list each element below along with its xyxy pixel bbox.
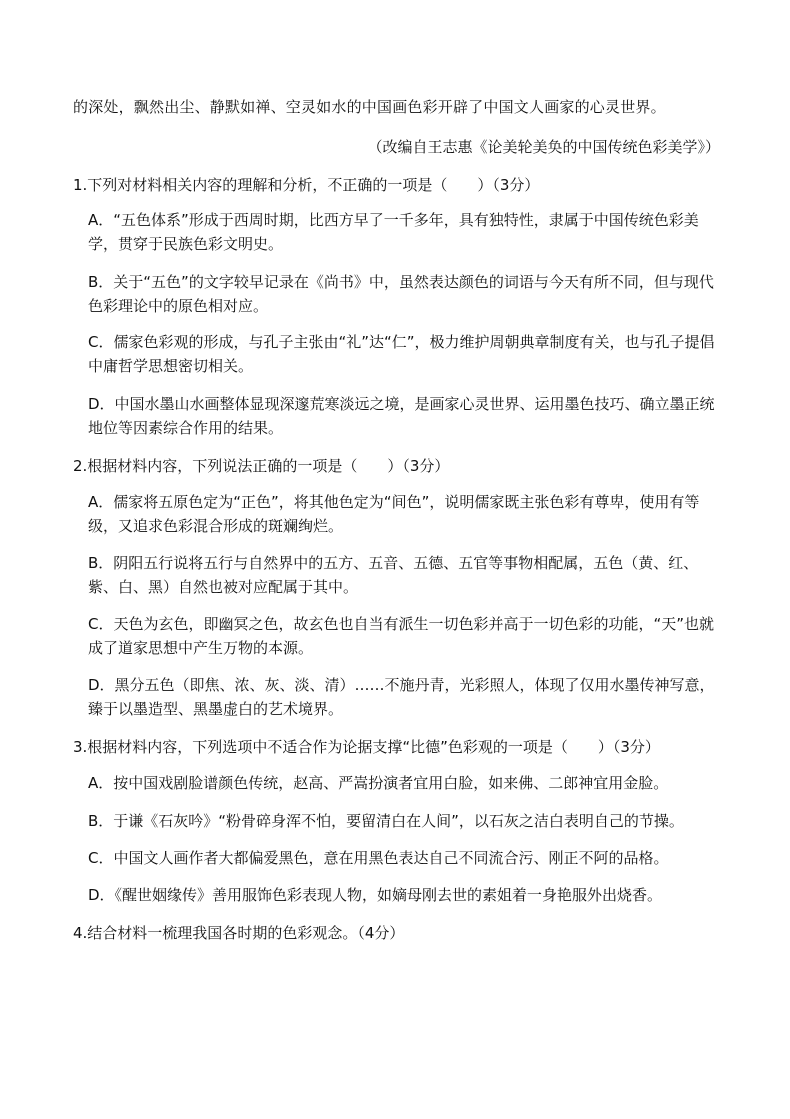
question-1-title: 1.下列对材料相关内容的理解和分析，不正确的一项是（ ）（3分）: [73, 176, 540, 194]
question-4-title: 4.结合材料一梳理我国各时期的色彩观念。（4分）: [73, 924, 405, 942]
question-2-option-a: A．儒家将五原色定为“正色”，将其他色定为“间色”，说明儒家既主张色彩有尊卑，使用有等级，又追求色彩混合形成的斑斓绚烂。: [88, 493, 700, 535]
question-1-option-a: A．“五色体系”形成于西周时期，比西方早了一千多年，具有独特性，隶属于中国传统色彩美学，贯穿于民族色彩文明史。: [88, 211, 699, 253]
question-1-option-b: B．关于“五色”的文字较早记录在《尚书》中，虽然表达颜色的词语与今天有所不同，但与现代色彩理论中的原色相对应。: [88, 273, 714, 315]
question-1-option-c: C．儒家色彩观的形成，与孔子主张由“礼”达“仁”，极力维护周朝典章制度有关，也与孔子提倡中庸哲学思想密切相关。: [88, 333, 715, 375]
question-3-option-d: D．《醒世姻缘传》善用服饰色彩表现人物，如嫡母刚去世的素姐着一身艳服外出烧香。: [88, 886, 663, 904]
question-1-option-d: D．中国水墨山水画整体显现深邃荒寒淡远之境，是画家心灵世界、运用墨色技巧、确立墨正统地位等因素综合作用的结果。: [88, 395, 715, 437]
intro-paragraph-line: 的深处，飘然出尘、静默如禅、空灵如水的中国画色彩开辟了中国文人画家的心灵世界。: [73, 98, 666, 116]
question-3-title: 3.根据材料内容，下列选项中不适合作为论据支撑“比德”色彩观的一项是（ ）（3分）: [73, 738, 660, 756]
question-2-option-c: C．天色为玄色，即幽冥之色，故玄色也自当有派生一切色彩并高于一切色彩的功能，“天”也就成了道家思想中产生万物的本源。: [88, 615, 715, 657]
question-2-title: 2.根据材料内容，下列说法正确的一项是（ ）（3分）: [73, 457, 450, 475]
question-3-option-a: A．按中国戏剧脸谱颜色传统，赵高、严嵩扮演者宜用白脸，如来佛、二郎神宜用金脸。: [88, 774, 669, 792]
question-2-option-d: D．黑分五色（即焦、浓、灰、淡、清）……不施丹青，光彩照人，体现了仅用水墨传神写意，臻于以墨造型、黑墨虚白的艺术境界。: [88, 676, 715, 718]
question-2-option-b: B．阴阳五行说将五行与自然界中的五方、五音、五德、五官等事物相配属，五色（黄、红、紫、白、黑）自然也被对应配属于其中。: [88, 554, 699, 596]
source-citation: （改编自王志惠《论美轮美奂的中国传统色彩美学》）: [367, 138, 720, 156]
question-3-option-b: B．于谦《石灰吟》“粉骨碎身浑不怕，要留清白在人间”，以石灰之洁白表明自己的节操。: [88, 812, 684, 830]
question-3-option-c: C．中国文人画作者大都偏爱黑色，意在用黑色表达自己不同流合污、刚正不阿的品格。: [88, 849, 669, 867]
